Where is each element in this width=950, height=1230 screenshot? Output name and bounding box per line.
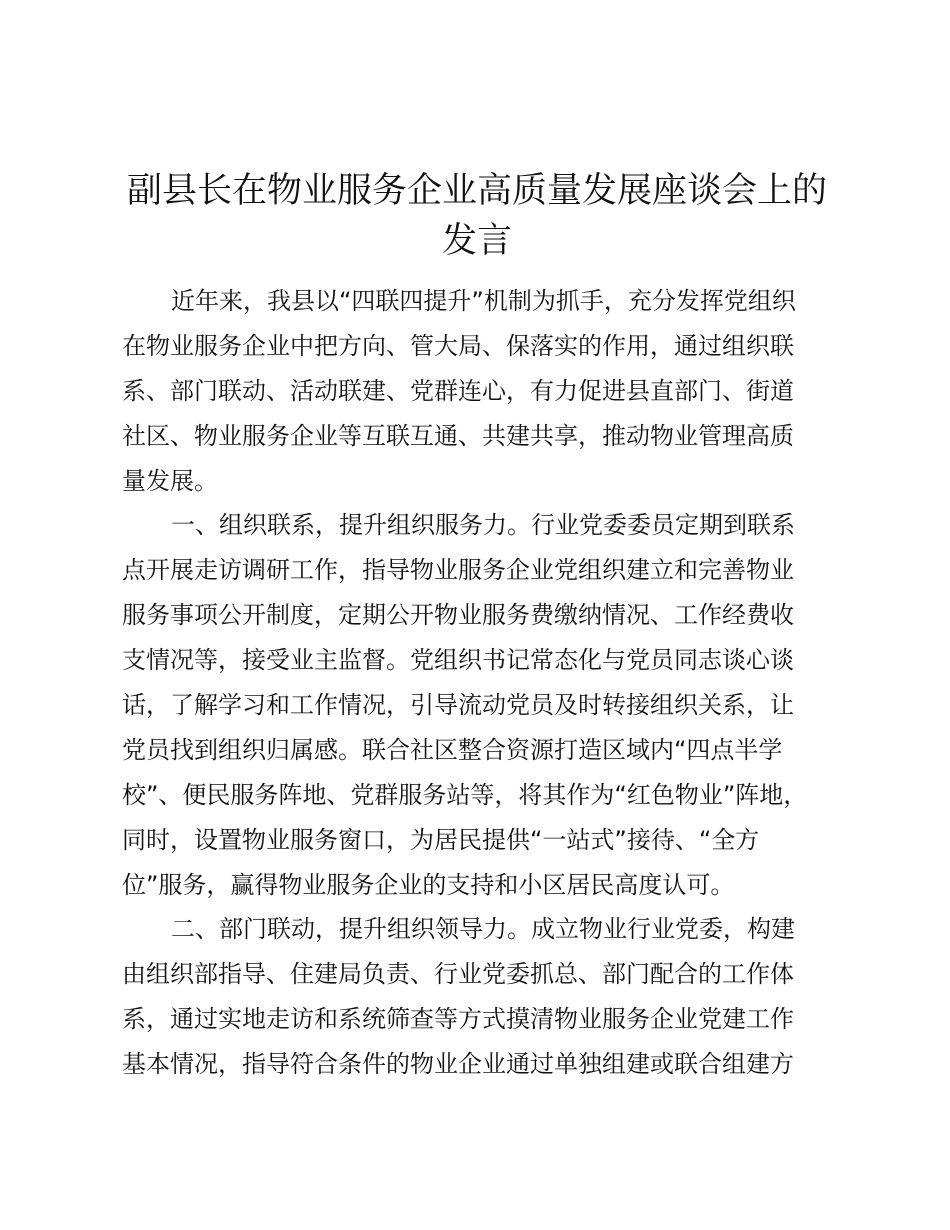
section-one-line: 校”、便民服务阵地、党群服务站等，将其作为“红色物业”阵地， <box>122 780 808 809</box>
section-two-line: 二、部门联动，提升组织领导力。成立物业行业党委，构建 <box>171 915 795 944</box>
section-one-line: 一、组织联系，提升组织服务力。行业党委委员定期到联系 <box>171 511 795 540</box>
section-one-line: 点开展走访调研工作，指导物业服务企业党组织建立和完善物业 <box>122 556 794 585</box>
paragraph-intro-line: 量发展。 <box>122 466 218 495</box>
paragraph-intro-line: 近年来，我县以“四联四提升”机制为抓手，充分发挥党组织 <box>171 287 796 315</box>
document-body <box>122 279 832 1087</box>
paragraph-intro-line: 社区、物业服务企业等互联互通、共建共享，推动物业管理高质 <box>122 421 794 450</box>
paragraph-intro-line: 系、部门联动、活动联建、党群连心，有力促进县直部门、街道 <box>122 376 794 405</box>
section-one-line: 党员找到组织归属感。联合社区整合资源打造区域内“四点半学 <box>122 735 783 764</box>
document-title <box>122 166 832 266</box>
section-two-line: 由组织部指导、住建局负责、行业党委抓总、部门配合的工作体 <box>122 960 794 989</box>
section-two-line: 基本情况，指导符合条件的物业企业通过单独组建或联合组建方 <box>122 1050 794 1079</box>
section-one-line: 话，了解学习和工作情况，引导流动党员及时转接组织关系，让 <box>122 691 794 720</box>
section-one-line: 支情况等，接受业主监督。党组织书记常态化与党员同志谈心谈 <box>122 646 794 675</box>
title-line-1: 副县长在物业服务企业高质量发展座谈会上的 <box>126 171 827 211</box>
section-two-line: 系，通过实地走访和系统筛查等方式摸清物业服务企业党建工作 <box>122 1005 794 1034</box>
title-line-2: 发言 <box>441 221 512 261</box>
section-one-line: 服务事项公开制度，定期公开物业服务费缴纳情况、工作经费收 <box>122 601 794 630</box>
section-one-line: 同时，设置物业服务窗口，为居民提供“一站式”接待、“全方 <box>122 825 760 854</box>
paragraph-intro-line: 在物业服务企业中把方向、管大局、保落实的作用，通过组织联 <box>122 331 794 360</box>
section-one-line: 位”服务，赢得物业服务企业的支持和小区居民高度认可。 <box>122 870 735 899</box>
